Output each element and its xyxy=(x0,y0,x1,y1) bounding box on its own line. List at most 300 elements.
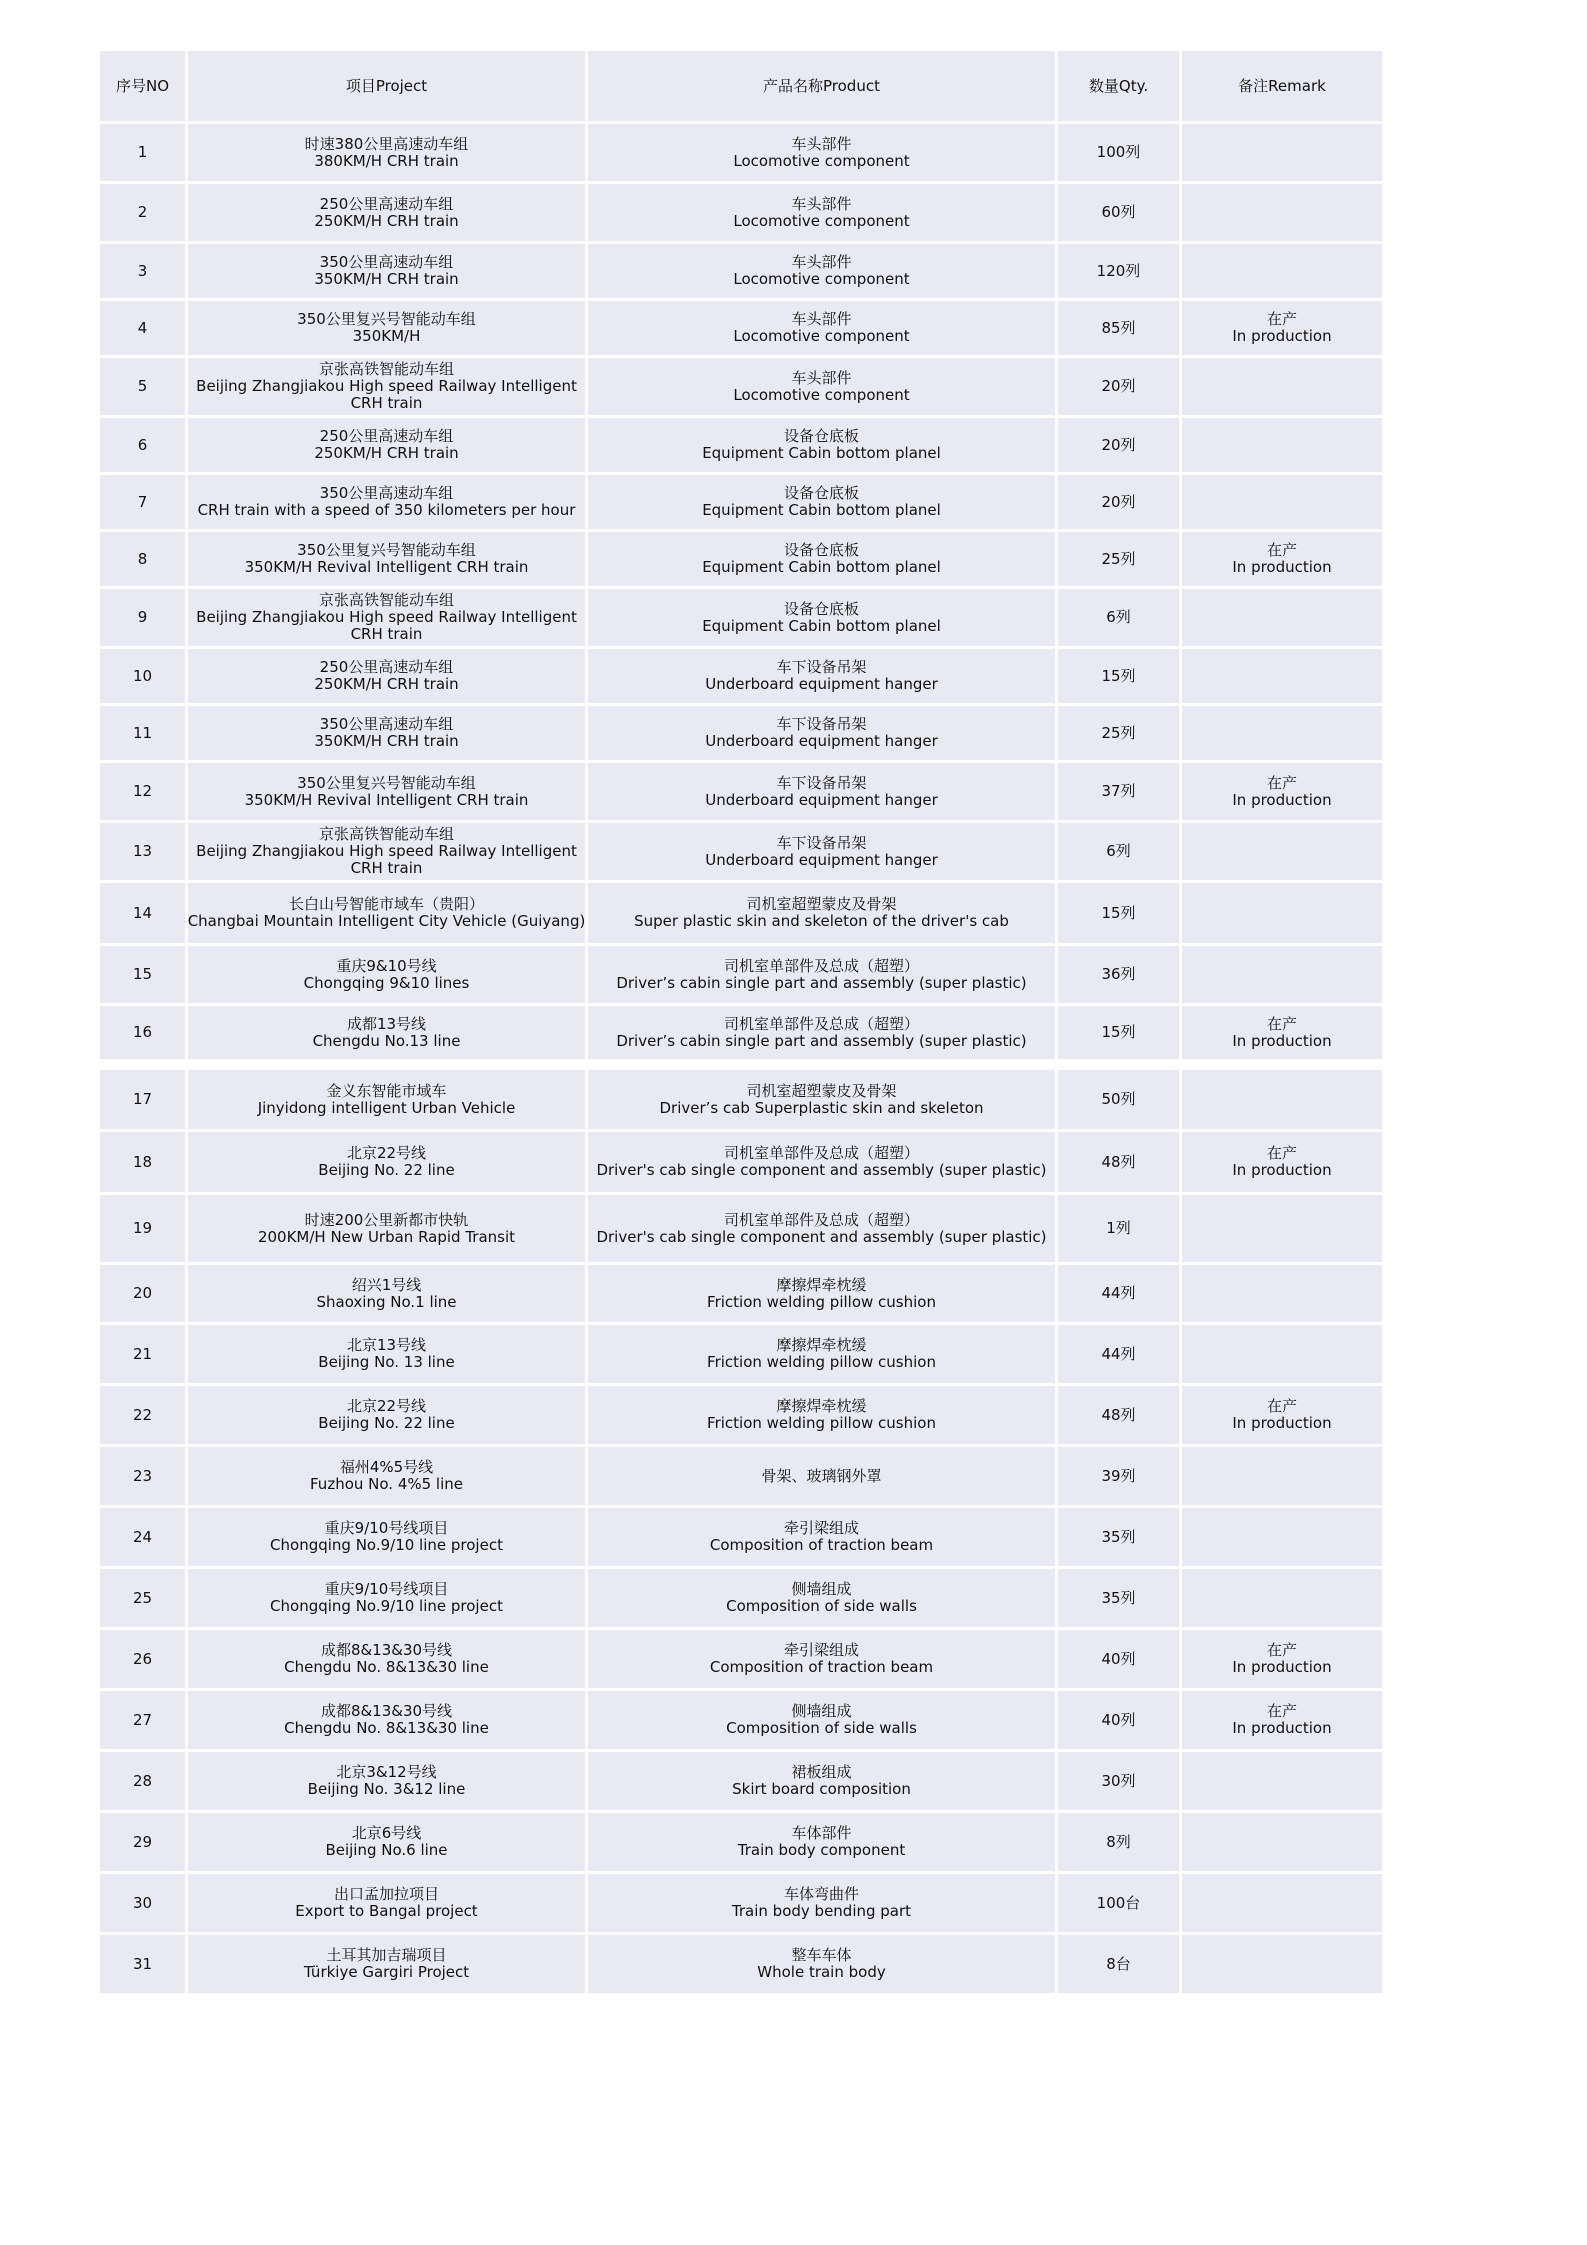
cell-remark xyxy=(1182,244,1382,301)
cell-qty: 8台 xyxy=(1058,1935,1182,1996)
cell-qty: 20列 xyxy=(1058,475,1182,532)
cell-product-line: Locomotive component xyxy=(733,151,910,170)
cell-qty: 15列 xyxy=(1058,883,1182,946)
cell-product xyxy=(588,883,1058,946)
cell-project-line: Jinyidong intelligent Urban Vehicle xyxy=(257,1098,516,1117)
cell-project xyxy=(188,1447,588,1508)
cell-project-line: 京张高铁智能动车组 xyxy=(318,360,454,378)
cell-remark xyxy=(1182,883,1382,946)
cell-no: 3 xyxy=(100,244,188,301)
cell-project xyxy=(188,1874,588,1935)
cell-project-line: 成都8&13&30号线 xyxy=(320,1702,453,1720)
cell-remark-line: In production xyxy=(1232,1161,1332,1179)
cell-no: 9 xyxy=(100,589,188,649)
cell-project-line: Changbai Mountain Intelligent City Vehicle (Guiyang) xyxy=(187,912,586,930)
cell-qty: 1列 xyxy=(1058,1195,1182,1265)
table-row xyxy=(100,475,1382,532)
cell-product-line: Super plastic skin and skeleton of the driver's cab xyxy=(634,912,1009,930)
cell-remark-line: 在产 xyxy=(1266,310,1297,328)
cell-qty: 30列 xyxy=(1058,1752,1182,1813)
cell-product xyxy=(588,184,1058,244)
cell-product-line: Equipment Cabin bottom planel xyxy=(702,616,941,635)
cell-project-line: Beijing Zhangjiakou High speed Railway Intelligent xyxy=(196,608,577,626)
cell-project-line: 350KM/H xyxy=(352,327,421,345)
cell-project-line: 时速380公里高速动车组 xyxy=(304,134,469,153)
cell-project-line: 250KM/H CRH train xyxy=(314,444,459,462)
cell-qty: 35列 xyxy=(1058,1569,1182,1630)
cell-project-line: CRH train xyxy=(350,625,423,643)
cell-no: 7 xyxy=(100,475,188,532)
cell-project-line: 350公里复兴号智能动车组 xyxy=(297,773,476,792)
cell-remark xyxy=(1182,1691,1382,1752)
table-row xyxy=(100,1569,1382,1630)
cell-remark xyxy=(1182,1070,1382,1132)
table-row xyxy=(100,184,1382,244)
cell-project-line: 250KM/H CRH train xyxy=(314,211,459,230)
cell-project xyxy=(188,1691,588,1752)
cell-product-line: Underboard equipment hanger xyxy=(705,732,938,750)
table-row xyxy=(100,124,1382,184)
table-row xyxy=(100,649,1382,706)
cell-qty: 6列 xyxy=(1058,823,1182,883)
cell-project xyxy=(188,1195,588,1265)
cell-product-line: 车下设备吊架 xyxy=(776,658,867,676)
cell-remark xyxy=(1182,418,1382,475)
cell-project-line: Export to Bangal project xyxy=(295,1902,478,1920)
cell-product xyxy=(588,1006,1058,1062)
cell-project-line: Beijing No. 13 line xyxy=(318,1353,455,1371)
cell-no: 1 xyxy=(100,124,188,184)
cell-product-line: Locomotive component xyxy=(733,211,910,230)
cell-project-line: 250公里高速动车组 xyxy=(319,194,454,213)
cell-qty: 85列 xyxy=(1058,301,1182,358)
cell-product-line: Composition of traction beam xyxy=(709,1536,934,1554)
cell-project-line: Beijing No. 22 line xyxy=(318,1414,455,1432)
cell-no: 11 xyxy=(100,706,188,763)
cell-product-line: Driver's cab single component and assembly (super plastic) xyxy=(596,1161,1047,1179)
table-row xyxy=(100,1325,1382,1386)
cell-product-line: Composition of side walls xyxy=(726,1719,917,1737)
cell-project xyxy=(188,532,588,589)
cell-no: 13 xyxy=(100,823,188,883)
cell-project-line: Türkiye Gargiri Project xyxy=(303,1963,470,1981)
header-project: 项目Project xyxy=(188,51,588,124)
table-row xyxy=(100,1070,1382,1132)
cell-product xyxy=(588,1935,1058,1996)
cell-project-line: 京张高铁智能动车组 xyxy=(318,591,454,609)
cell-project-line: 350KM/H CRH train xyxy=(314,732,459,750)
cell-product xyxy=(588,1447,1058,1508)
cell-remark xyxy=(1182,1752,1382,1813)
cell-project-line: 长白山号智能市域车（贵阳） xyxy=(288,895,484,913)
cell-project-line: 380KM/H CRH train xyxy=(314,151,459,170)
page-break-gap xyxy=(100,1062,1382,1070)
cell-project-line: 重庆9&10号线 xyxy=(336,956,437,975)
cell-product xyxy=(588,706,1058,763)
cell-product-line: Equipment Cabin bottom planel xyxy=(702,558,941,576)
table-row xyxy=(100,1132,1382,1195)
table-row xyxy=(100,589,1382,649)
cell-product xyxy=(588,1508,1058,1569)
cell-project xyxy=(188,883,588,946)
cell-product-line: Underboard equipment hanger xyxy=(705,850,938,869)
cell-qty: 37列 xyxy=(1058,763,1182,823)
cell-no: 21 xyxy=(100,1325,188,1386)
cell-project xyxy=(188,823,588,883)
cell-remark xyxy=(1182,1935,1382,1996)
table-header xyxy=(100,51,1382,124)
cell-product-line: 摩擦焊牵枕缓 xyxy=(776,1275,867,1294)
cell-product-line: 车下设备吊架 xyxy=(776,715,867,733)
cell-project xyxy=(188,1630,588,1691)
cell-product-line: 车体弯曲件 xyxy=(783,1885,859,1903)
table-row xyxy=(100,358,1382,418)
cell-remark xyxy=(1182,1447,1382,1508)
header-qty: 数量Qty. xyxy=(1058,51,1182,124)
cell-project xyxy=(188,1935,588,1996)
cell-remark xyxy=(1182,1569,1382,1630)
cell-qty: 40列 xyxy=(1058,1630,1182,1691)
cell-qty: 25列 xyxy=(1058,706,1182,763)
cell-project-line: Chongqing No.9/10 line project xyxy=(270,1536,503,1554)
cell-product-line: Locomotive component xyxy=(733,327,910,345)
cell-project-line: 350公里复兴号智能动车组 xyxy=(297,310,476,328)
cell-project-line: CRH train with a speed of 350 kilometers per hour xyxy=(197,501,576,519)
cell-project xyxy=(188,301,588,358)
cell-product-line: 设备仓底板 xyxy=(783,427,859,445)
cell-project xyxy=(188,358,588,418)
cell-project-line: 重庆9/10号线项目 xyxy=(324,1580,449,1598)
cell-no: 30 xyxy=(100,1874,188,1935)
cell-project xyxy=(188,184,588,244)
cell-remark xyxy=(1182,649,1382,706)
cell-project xyxy=(188,1752,588,1813)
cell-qty: 35列 xyxy=(1058,1508,1182,1569)
cell-no: 10 xyxy=(100,649,188,706)
cell-no: 17 xyxy=(100,1070,188,1132)
cell-product-line: 司机室单部件及总成（超塑） xyxy=(723,1210,919,1229)
cell-product-line: 摩擦焊牵枕缓 xyxy=(776,1397,867,1415)
cell-product-line: 司机室超塑蒙皮及骨架 xyxy=(746,895,897,913)
cell-project xyxy=(188,1508,588,1569)
cell-project-line: Fuzhou No. 4%5 line xyxy=(310,1475,463,1493)
cell-qty: 39列 xyxy=(1058,1447,1182,1508)
cell-product xyxy=(588,1630,1058,1691)
cell-project xyxy=(188,475,588,532)
cell-project xyxy=(188,1813,588,1874)
cell-product-line: Driver's cab single component and assembly (super plastic) xyxy=(596,1227,1047,1246)
cell-project-line: 北京22号线 xyxy=(346,1144,427,1162)
cell-remark xyxy=(1182,1813,1382,1874)
cell-project-line: Chengdu No.13 line xyxy=(312,1031,461,1050)
cell-qty: 48列 xyxy=(1058,1132,1182,1195)
cell-product-line: Underboard equipment hanger xyxy=(705,790,938,809)
cell-project-line: 250公里高速动车组 xyxy=(319,427,454,445)
cell-product-line: 设备仓底板 xyxy=(783,484,859,502)
cell-qty: 120列 xyxy=(1058,244,1182,301)
cell-remark-line: 在产 xyxy=(1266,773,1297,792)
cell-project-line: 绍兴1号线 xyxy=(351,1275,422,1294)
cell-project-line: 金义东智能市域车 xyxy=(326,1081,447,1100)
cell-remark xyxy=(1182,184,1382,244)
table-row xyxy=(100,1508,1382,1569)
cell-product-line: Train body component xyxy=(737,1841,906,1859)
cell-project xyxy=(188,589,588,649)
cell-remark xyxy=(1182,823,1382,883)
cell-product-line: Whole train body xyxy=(757,1963,886,1981)
table-row xyxy=(100,946,1382,1006)
cell-remark-line: 在产 xyxy=(1266,1641,1297,1659)
cell-project-line: 北京6号线 xyxy=(351,1824,422,1842)
cell-project-line: 250KM/H CRH train xyxy=(314,675,459,693)
cell-no: 2 xyxy=(100,184,188,244)
cell-project-line: 350KM/H CRH train xyxy=(314,270,459,288)
cell-project-line: 出口孟加拉项目 xyxy=(333,1885,439,1903)
cell-product xyxy=(588,589,1058,649)
table-row xyxy=(100,532,1382,589)
cell-no: 19 xyxy=(100,1195,188,1265)
table-row xyxy=(100,1691,1382,1752)
cell-remark xyxy=(1182,124,1382,184)
cell-product-line: Train body bending part xyxy=(731,1902,912,1920)
cell-project-line: 350KM/H Revival Intelligent CRH train xyxy=(244,558,529,576)
table-row xyxy=(100,1006,1382,1062)
cell-product-line: Skirt board composition xyxy=(732,1780,911,1798)
cell-product-line: 司机室单部件及总成（超塑） xyxy=(723,1144,919,1162)
table-row xyxy=(100,1265,1382,1325)
cell-project xyxy=(188,649,588,706)
project-table xyxy=(100,51,1382,1996)
cell-product-line: 侧墙组成 xyxy=(791,1702,852,1720)
cell-product-line: Locomotive component xyxy=(733,270,910,288)
cell-product xyxy=(588,475,1058,532)
cell-product-line: Locomotive component xyxy=(733,385,910,404)
cell-project xyxy=(188,1569,588,1630)
cell-product xyxy=(588,1691,1058,1752)
cell-remark xyxy=(1182,532,1382,589)
table-row xyxy=(100,1386,1382,1447)
cell-no: 31 xyxy=(100,1935,188,1996)
cell-remark-line: 在产 xyxy=(1266,1014,1297,1033)
cell-project xyxy=(188,1132,588,1195)
cell-no: 26 xyxy=(100,1630,188,1691)
cell-product xyxy=(588,1195,1058,1265)
table-row xyxy=(100,418,1382,475)
table-row xyxy=(100,706,1382,763)
cell-product xyxy=(588,1569,1058,1630)
cell-project-line: Beijing Zhangjiakou High speed Railway Intelligent xyxy=(196,377,577,395)
cell-product xyxy=(588,763,1058,823)
cell-project xyxy=(188,763,588,823)
cell-product-line: 司机室单部件及总成（超塑） xyxy=(723,956,919,975)
table-row xyxy=(100,1447,1382,1508)
cell-remark xyxy=(1182,358,1382,418)
cell-qty: 44列 xyxy=(1058,1265,1182,1325)
cell-product xyxy=(588,1070,1058,1132)
cell-product xyxy=(588,1132,1058,1195)
cell-project-line: 成都13号线 xyxy=(346,1014,427,1033)
cell-product xyxy=(588,1752,1058,1813)
cell-project-line: Beijing No.6 line xyxy=(325,1841,448,1859)
cell-qty: 36列 xyxy=(1058,946,1182,1006)
table-row xyxy=(100,244,1382,301)
cell-project-line: 北京22号线 xyxy=(346,1397,427,1415)
cell-project-line: 成都8&13&30号线 xyxy=(320,1641,453,1659)
cell-remark xyxy=(1182,1508,1382,1569)
cell-project-line: Chongqing 9&10 lines xyxy=(303,973,470,992)
table-row xyxy=(100,301,1382,358)
cell-remark xyxy=(1182,946,1382,1006)
cell-project-line: 北京13号线 xyxy=(346,1336,427,1354)
cell-qty: 20列 xyxy=(1058,358,1182,418)
cell-qty: 6列 xyxy=(1058,589,1182,649)
cell-product-line: 司机室单部件及总成（超塑） xyxy=(723,1014,919,1033)
cell-project-line: 350KM/H Revival Intelligent CRH train xyxy=(244,790,529,809)
cell-qty: 25列 xyxy=(1058,532,1182,589)
cell-remark xyxy=(1182,1386,1382,1447)
cell-project xyxy=(188,1265,588,1325)
cell-product-line: 车下设备吊架 xyxy=(776,773,867,792)
cell-no: 23 xyxy=(100,1447,188,1508)
cell-product xyxy=(588,1813,1058,1874)
cell-remark-line: In production xyxy=(1232,1031,1332,1050)
header-product: 产品名称Product xyxy=(588,51,1058,124)
cell-no: 27 xyxy=(100,1691,188,1752)
cell-project-line: Beijing No. 22 line xyxy=(318,1161,455,1179)
cell-project-line: 250公里高速动车组 xyxy=(319,658,454,676)
cell-qty: 20列 xyxy=(1058,418,1182,475)
cell-remark-line: 在产 xyxy=(1266,1397,1297,1415)
cell-project-line: 350公里复兴号智能动车组 xyxy=(297,541,476,559)
cell-no: 25 xyxy=(100,1569,188,1630)
cell-remark xyxy=(1182,763,1382,823)
cell-project-line: 350公里高速动车组 xyxy=(319,484,454,502)
cell-product-line: 车头部件 xyxy=(791,368,852,387)
cell-product-line: Underboard equipment hanger xyxy=(705,675,938,693)
cell-product-line: 侧墙组成 xyxy=(791,1580,852,1598)
table-body xyxy=(100,124,1382,1996)
header-remark: 备注Remark xyxy=(1182,51,1382,124)
header-no: 序号NO xyxy=(100,51,188,124)
cell-project xyxy=(188,124,588,184)
cell-no: 14 xyxy=(100,883,188,946)
cell-product-line: 车头部件 xyxy=(791,134,852,153)
cell-product-line: Friction welding pillow cushion xyxy=(707,1414,936,1432)
cell-project xyxy=(188,1070,588,1132)
cell-qty: 50列 xyxy=(1058,1070,1182,1132)
cell-product-line: 整车车体 xyxy=(791,1946,852,1964)
cell-product xyxy=(588,823,1058,883)
cell-project-line: 福州4%5号线 xyxy=(339,1458,434,1476)
cell-no: 4 xyxy=(100,301,188,358)
cell-product xyxy=(588,649,1058,706)
cell-remark xyxy=(1182,1006,1382,1062)
cell-no: 28 xyxy=(100,1752,188,1813)
cell-product-line: Equipment Cabin bottom planel xyxy=(702,444,941,462)
cell-product xyxy=(588,1874,1058,1935)
table-row xyxy=(100,1874,1382,1935)
table-row xyxy=(100,763,1382,823)
cell-no: 12 xyxy=(100,763,188,823)
cell-project-line: 京张高铁智能动车组 xyxy=(318,825,454,843)
cell-product xyxy=(588,301,1058,358)
cell-project-line: 350公里高速动车组 xyxy=(319,253,454,271)
cell-no: 5 xyxy=(100,358,188,418)
cell-remark xyxy=(1182,1132,1382,1195)
cell-project-line: Beijing Zhangjiakou High speed Railway Intelligent xyxy=(196,842,577,860)
table-row xyxy=(100,1752,1382,1813)
cell-project-line: CRH train xyxy=(350,394,423,412)
cell-qty: 100列 xyxy=(1058,124,1182,184)
cell-remark xyxy=(1182,706,1382,763)
cell-product-line: 摩擦焊牵枕缓 xyxy=(776,1336,867,1354)
table-row xyxy=(100,1935,1382,1996)
cell-remark-line: In production xyxy=(1232,558,1332,576)
cell-product-line: 车头部件 xyxy=(791,310,852,328)
cell-remark xyxy=(1182,1325,1382,1386)
cell-product-line: 牵引梁组成 xyxy=(783,1641,859,1659)
cell-no: 16 xyxy=(100,1006,188,1062)
cell-product xyxy=(588,1265,1058,1325)
cell-no: 8 xyxy=(100,532,188,589)
cell-no: 29 xyxy=(100,1813,188,1874)
cell-qty: 40列 xyxy=(1058,1691,1182,1752)
cell-remark-line: 在产 xyxy=(1266,541,1297,559)
cell-product-line: 车下设备吊架 xyxy=(776,833,867,852)
cell-product-line: 设备仓底板 xyxy=(783,599,859,618)
cell-no: 6 xyxy=(100,418,188,475)
cell-product-line: 设备仓底板 xyxy=(783,541,859,559)
cell-project xyxy=(188,244,588,301)
cell-product-line: 裙板组成 xyxy=(791,1763,852,1781)
table-row xyxy=(100,1195,1382,1265)
cell-remark xyxy=(1182,589,1382,649)
cell-project-line: 200KM/H New Urban Rapid Transit xyxy=(257,1227,516,1246)
cell-project-line: Beijing No. 3&12 line xyxy=(307,1780,466,1798)
cell-remark xyxy=(1182,1874,1382,1935)
cell-project xyxy=(188,1325,588,1386)
cell-qty: 60列 xyxy=(1058,184,1182,244)
table-row xyxy=(100,823,1382,883)
cell-product xyxy=(588,1386,1058,1447)
cell-project-line: Chengdu No. 8&13&30 line xyxy=(284,1658,489,1676)
cell-remark xyxy=(1182,301,1382,358)
cell-remark-line: 在产 xyxy=(1266,1144,1297,1162)
cell-remark-line: In production xyxy=(1232,1719,1332,1737)
cell-product xyxy=(588,946,1058,1006)
cell-project xyxy=(188,418,588,475)
cell-project-line: Chengdu No. 8&13&30 line xyxy=(284,1719,489,1737)
cell-project-line: Chongqing No.9/10 line project xyxy=(270,1597,503,1615)
cell-remark-line: In production xyxy=(1232,327,1332,345)
cell-no: 24 xyxy=(100,1508,188,1569)
cell-product-line: Equipment Cabin bottom planel xyxy=(702,501,941,519)
cell-remark-line: In production xyxy=(1232,1414,1332,1432)
cell-product xyxy=(588,418,1058,475)
cell-product-line: 车头部件 xyxy=(791,194,852,213)
cell-product-line: Driver’s cabin single part and assembly (super plastic) xyxy=(616,1031,1027,1050)
cell-product-line: 牵引梁组成 xyxy=(783,1519,859,1537)
cell-product xyxy=(588,1325,1058,1386)
cell-no: 18 xyxy=(100,1132,188,1195)
cell-project xyxy=(188,706,588,763)
cell-product xyxy=(588,124,1058,184)
cell-project-line: 时速200公里新都市快轨 xyxy=(304,1210,469,1229)
cell-product-line: Composition of traction beam xyxy=(709,1658,934,1676)
cell-project xyxy=(188,946,588,1006)
cell-qty: 100台 xyxy=(1058,1874,1182,1935)
table-row xyxy=(100,883,1382,946)
